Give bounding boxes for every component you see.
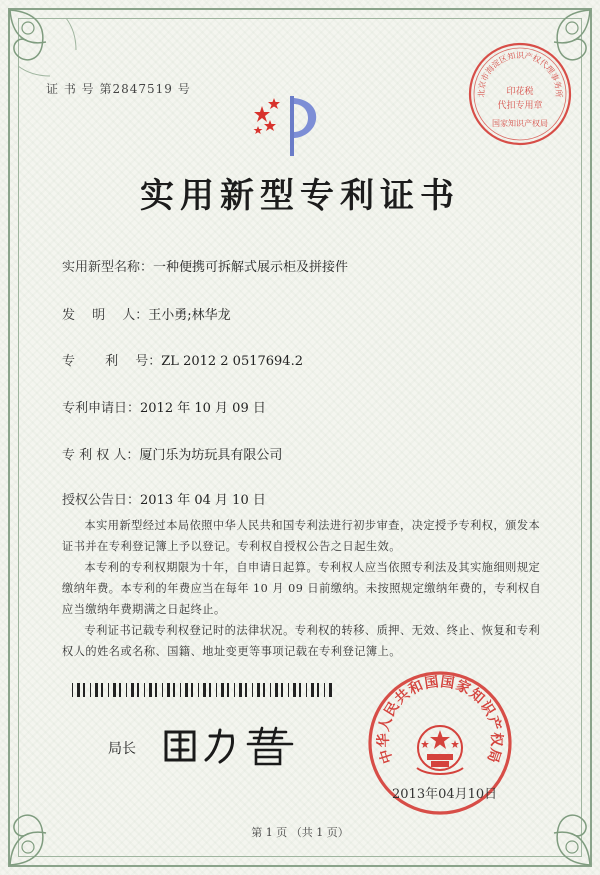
svg-text:中华人民共和国国家知识产权局: 中华人民共和国国家知识产权局: [375, 674, 505, 766]
barcode-bar: [252, 683, 253, 697]
certificate-number: 证 书 号 第2847519 号: [46, 82, 191, 96]
barcode-bar: [329, 683, 332, 697]
barcode-bar: [131, 683, 134, 697]
barcode-bar: [288, 683, 289, 697]
barcode-bar: [149, 683, 152, 697]
director-label: 局长: [108, 741, 136, 757]
barcode-bar: [119, 683, 121, 697]
utility-model-name-label: 实用新型名称：: [62, 260, 154, 275]
barcode-bar: [167, 683, 170, 697]
filing-date-label: 专利申请日：: [62, 401, 141, 416]
seal-date: 2013年04月10日: [392, 787, 498, 802]
barcode-bar: [270, 683, 271, 697]
barcode-bar: [299, 683, 301, 697]
patentee-label: 专 利 权 人：: [62, 448, 140, 463]
barcode-bar: [216, 683, 217, 697]
barcode-bar: [185, 683, 188, 697]
barcode-bar: [191, 683, 193, 697]
term-and-fees-paragraph: 本专利的专利权期限为十年，自申请日起算。专利权人应当依照专利法及其实施细则规定缴纳年费。本专利的年费应当在每年 10 月 09 日前缴纳。未按照规定缴纳年费的，专利权自应当缴纳年费期满之日起终止。: [62, 561, 542, 616]
tax-seal-stamp: [466, 40, 574, 148]
barcode-bar: [137, 683, 139, 697]
corner-ornament-top-left: [6, 6, 86, 86]
grant-statement-paragraph: 本实用新型经过本局依照中华人民共和国专利法进行初步审查，决定授予专利权，颁发本证书并在专利登记簿上予以登记。专利权自授权公告之日起生效。: [62, 519, 541, 553]
patentee-value: 厦门乐为坊玩具有限公司: [139, 448, 283, 463]
barcode-bar: [234, 683, 235, 697]
barcode-bar: [263, 683, 265, 697]
barcode-bar: [155, 683, 157, 697]
barcode-bar: [198, 683, 199, 697]
barcode-bar: [209, 683, 211, 697]
inventor-label: 发 明 人：: [62, 308, 149, 323]
patent-office-logo: [248, 86, 328, 166]
barcode-bar: [275, 683, 278, 697]
utility-model-name-value: 一种便携可拆解式展示柜及拼接件: [153, 260, 349, 275]
inventor-value: 王小勇;林华龙: [148, 308, 231, 323]
svg-text:北京市海淀区知识产权代理事务所: 北京市海淀区知识产权代理事务所: [476, 51, 564, 98]
barcode-bar: [227, 683, 229, 697]
page-footer: 第 1 页 （共 1 页）: [251, 826, 349, 839]
barcode: [72, 683, 332, 697]
patentee-row: [62, 444, 282, 463]
barcode-bar: [72, 683, 73, 697]
barcode-bar: [162, 683, 163, 697]
barcode-bar: [83, 683, 85, 697]
barcode-bar: [101, 683, 103, 697]
barcode-bar: [239, 683, 242, 697]
barcode-bar: [306, 683, 307, 697]
barcode-bar: [203, 683, 206, 697]
barcode-bar: [108, 683, 109, 697]
barcode-bar: [245, 683, 247, 697]
barcode-bar: [324, 683, 325, 697]
patent-number-row: [62, 350, 303, 369]
barcode-bar: [173, 683, 175, 697]
filing-date-row: [62, 397, 266, 416]
svg-text:国家知识产权局: 国家知识产权局: [492, 119, 548, 128]
filing-date-value: 2012 年 10 月 09 日: [140, 401, 266, 416]
grant-date-row: [62, 489, 266, 508]
certificate-title: 实用新型专利证书: [140, 176, 460, 216]
barcode-bar: [311, 683, 314, 697]
barcode-bar: [257, 683, 260, 697]
barcode-bar: [113, 683, 116, 697]
patent-number-label: 专 利 号：: [62, 354, 162, 369]
barcode-bar: [317, 683, 319, 697]
barcode-bar: [180, 683, 181, 697]
barcode-bar: [281, 683, 283, 697]
svg-text:代扣专用章: 代扣专用章: [497, 101, 543, 111]
patent-number-value: ZL 2012 2 0517694.2: [161, 354, 303, 369]
barcode-bar: [126, 683, 127, 697]
barcode-bar: [144, 683, 145, 697]
svg-text:印花税: 印花税: [506, 87, 534, 97]
barcode-bar: [221, 683, 224, 697]
legal-status-paragraph: 专利证书记载专利权登记时的法律状况。专利权的转移、质押、无效、终止、恢复和专利权人的姓名或名称、国籍、地址变更等事项记载在专利登记簿上。: [62, 624, 541, 658]
director-signature: [158, 722, 308, 768]
barcode-bar: [95, 683, 98, 697]
grant-date-value: 2013 年 04 月 10 日: [140, 493, 266, 508]
barcode-bar: [293, 683, 296, 697]
inventor-row: [62, 304, 231, 323]
barcode-bar: [90, 683, 91, 697]
utility-model-name-row: [62, 256, 348, 275]
barcode-bar: [77, 683, 80, 697]
grant-date-label: 授权公告日：: [62, 493, 141, 508]
